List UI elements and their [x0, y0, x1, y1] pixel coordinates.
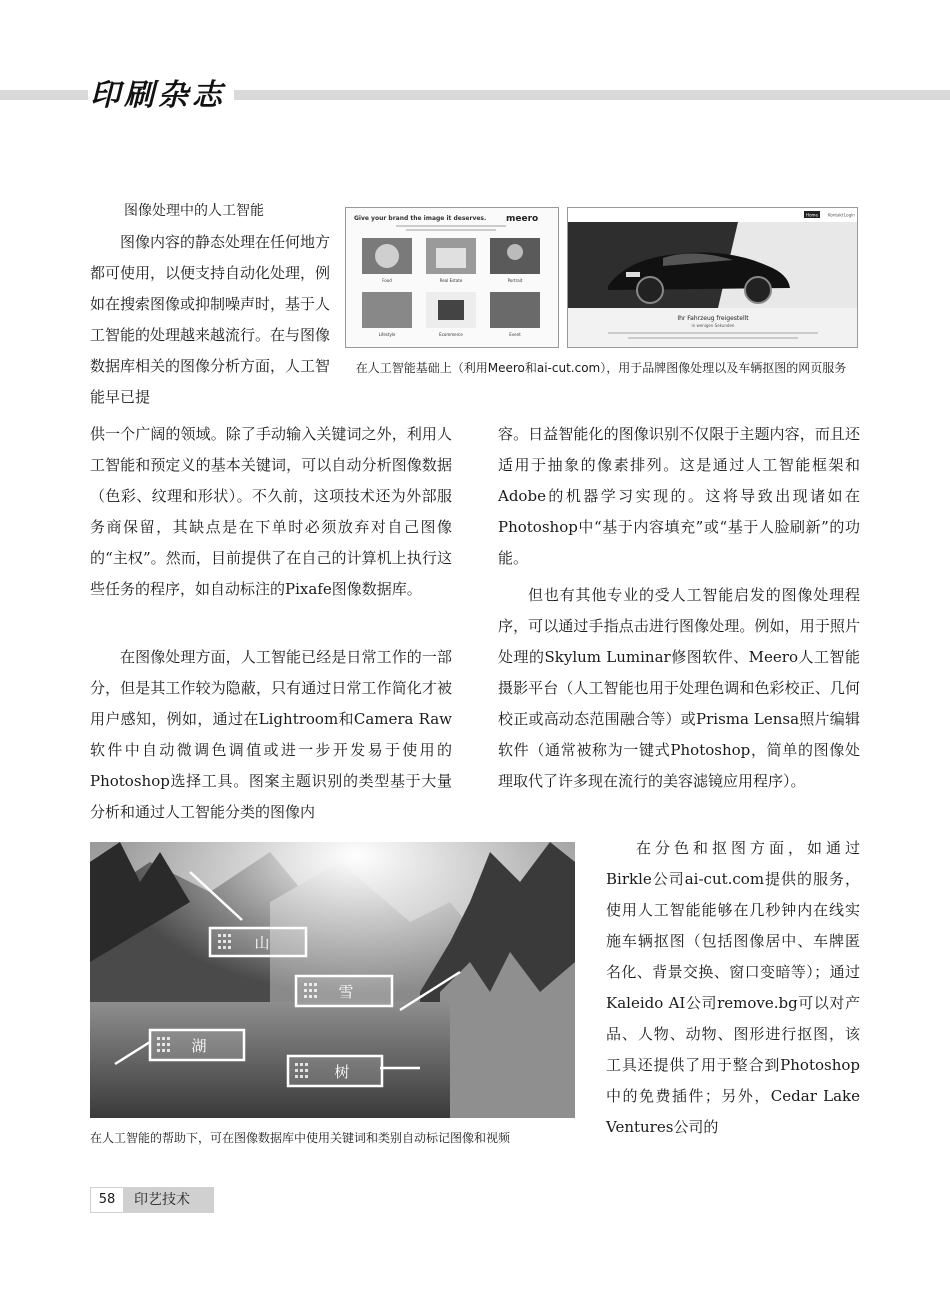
footer-section-label: 印艺技术 — [134, 1192, 190, 1208]
lake-scene-image — [90, 842, 575, 1118]
meero-cat-realestate: Real Estate — [439, 278, 463, 283]
top-figure-caption: 在人工智能基础上（利用Meero和ai-cut.com），用于品牌图像处理以及车辆抠图的网页服务 — [355, 361, 847, 375]
meero-thumb-event — [490, 292, 540, 328]
label-lake: 湖 — [191, 1037, 207, 1055]
paragraph-5: 但也有其他专业的受人工智能启发的图像处理程序，可以通过手指点击进行图像处理。例如，用于照片处理的Skylum Luminar修图软件、Meero人工智能摄影平台（人工智能也用于处理色调和色彩校正、几何校正或高动态范围融合等）或Prisma Lensa照片编辑软件（通常被称为一键式Photoshop，简单的图像处理取代了许多现在流行的美容滤镜应用程序）。 — [498, 586, 860, 790]
meero-headline: Give your brand the image it deserves. — [354, 215, 487, 222]
label-box-snow — [296, 976, 392, 1006]
lake-scene-graphic — [90, 842, 575, 1118]
meero-cat-portrait: Portrait — [507, 278, 523, 283]
meero-brand: meero — [506, 214, 539, 224]
meero-cat-ecommerce: Ecommerce — [439, 332, 463, 337]
label-box-mountain — [210, 928, 306, 956]
magazine-logo: 印刷杂志 — [88, 70, 234, 114]
meero-cat-lifestyle: Lifestyle — [378, 332, 396, 337]
aicut-nav-home: Home — [806, 212, 818, 218]
aicut-webpage-image — [567, 207, 858, 348]
aicut-headline: Ihr Fahrzeug freigestellt — [677, 315, 749, 322]
label-snow: 雪 — [338, 983, 354, 1001]
label-tree: 树 — [334, 1063, 350, 1081]
paragraph-2: 供一个广阔的领域。除了手动输入关键词之外，利用人工智能和预定义的基本关键词，可以自动分析图像数据（色彩、纹理和形状）。不久前，这项技术还为外部服务商保留，其缺点是在下单时必须放弃对自己图像的“主权”。然而，目前提供了在自己的计算机上执行这些任务的程序，如自动标注的Pixafe图像数据库。 — [90, 425, 452, 598]
aicut-nav-kontakt: Kontakt — [828, 212, 844, 218]
section-heading: 图像处理中的人工智能 — [124, 203, 264, 219]
meero-cat-event: Event — [509, 332, 521, 337]
aicut-subline: in wenigen Sekunden — [691, 323, 735, 328]
meero-webpage-graphic — [346, 208, 558, 347]
aicut-nav-login: Login — [844, 212, 855, 218]
paragraph-6: 在分色和抠图方面，如通过Birkle公司ai-cut.com提供的服务，使用人工智能能够在几秒钟内在线实施车辆抠图（包括图像居中、车牌匿名化、背景交换、窗口变暗等）；通过Kaleido AI公司remove.bg可以对产品、人物、动物、图形进行抠图，该工具还提供了用于整合到Photoshop中的免费插件；另外，Cedar Lake Ventures公司的 — [606, 839, 860, 1136]
label-box-tree — [288, 1056, 382, 1086]
paragraph-4: 容。日益智能化的图像识别不仅限于主题内容，而且还适用于抽象的像素排列。这是通过人工智能框架和Adobe的机器学习实现的。这将导致出现诸如在Photoshop中“基于内容填充”或“基于人脸刷新”的功能。 — [498, 425, 860, 567]
meero-thumb-lifestyle — [362, 292, 412, 328]
paragraph-3: 在图像处理方面，人工智能已经是日常工作的一部分，但是其工作较为隐蔽，只有通过日常工作简化才被用户感知，例如，通过在Lightroom和Camera Raw软件中自动微调色调值或进一步开发易于使用的Photoshop选择工具。图案主题识别的类型基于大量分析和通过人工智能分类的图像内 — [90, 648, 452, 821]
meero-cat-food: Food — [382, 278, 392, 283]
label-mountain: 山 — [254, 934, 270, 952]
aicut-webpage-graphic — [568, 208, 857, 347]
label-box-lake — [150, 1030, 244, 1060]
bottom-figure-caption: 在人工智能的帮助下，可在图像数据库中使用关键词和类别自动标记图像和视频 — [90, 1131, 511, 1145]
page-number: 58 — [90, 1187, 124, 1213]
paragraph-1: 图像内容的静态处理在任何地方都可使用，以便支持自动化处理，例如在搜索图像或抑制噪声时，基于人工智能的处理越来越流行。在与图像数据库相关的图像分析方面，人工智能早已提 — [90, 233, 331, 406]
meero-webpage-image — [345, 207, 559, 348]
